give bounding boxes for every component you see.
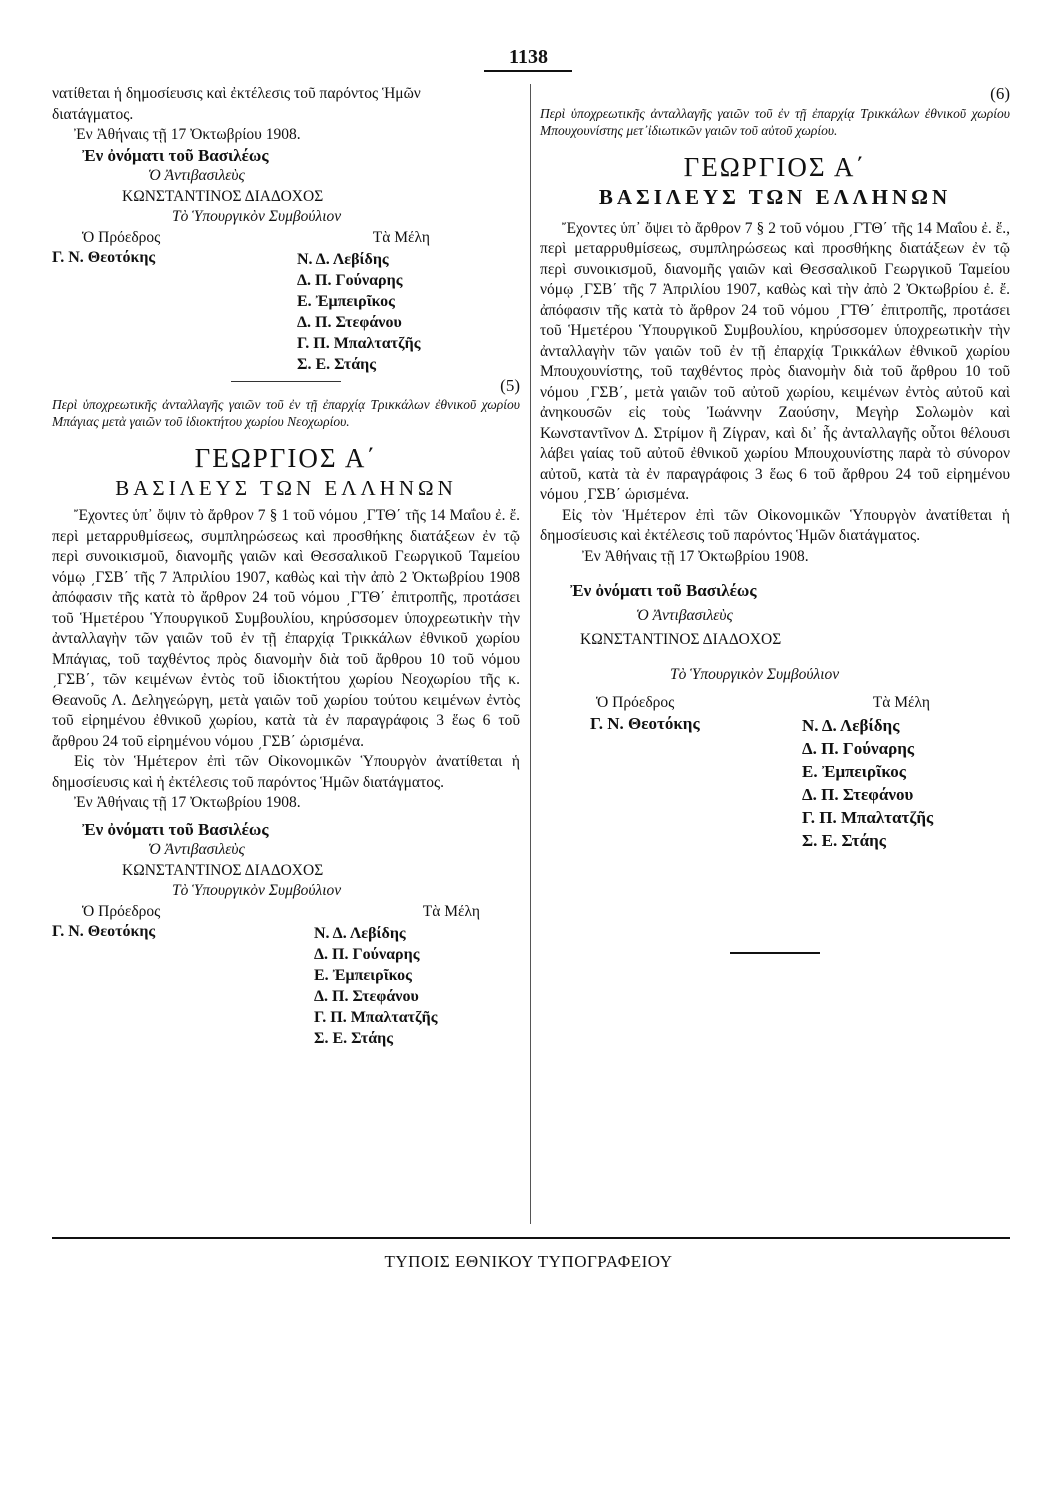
king-title: ΓΕΩΡΓΙΟΣ Α΄ — [194, 443, 378, 473]
king-subtitle: ΒΑΣΙΛΕΥΣ ΤΩΝ ΕΛΛΗΝΩΝ — [598, 184, 952, 209]
section-number: (5) — [500, 375, 520, 395]
king-title: ΓΕΩΡΓΙΟΣ Α΄ — [683, 151, 867, 182]
page-number: 1138 — [509, 46, 548, 68]
decree-body: Ἔχοντες ὑπ᾽ ὄψιν τὸ ἄρθρον 7 § 1 τοῦ νόμου ͵ΓΤΘ΄ τῆς 14 Μαΐου ἐ. ἔ. περὶ μεταρρυθμίσεως, συμπληρώσεως καὶ προσθήκης διατάξεων ἐν τῷ περὶ συνοικισμοῦ, διανομῆς γαιῶν καὶ Θεσσαλικοῦ Γεωργικοῦ Ταμείου νόμῳ ͵ΓΣΒ΄ τῆς 7 Ἀπριλίου 1907, καθὼς καὶ τὴν ἀπὸ 2 Ὀκτωβρίου 1908 ἀπόφασιν τῆς κατὰ τὸ ἄρθρον 24 τοῦ νόμου ͵ΓΤΘ΄ ἐπιτροπῆς, προτάσει τοῦ Ἡμετέρου Ὑπουργικοῦ Συμβουλίου, κηρύσσομεν ὑποχρεωτικὴν τὴν ἀνταλλαγὴν τῶν γαιῶν τοῦ ἐν τῇ ἐπαρχίᾳ Τρικκάλων ἐθνικοῦ χωρίου Μπάγιας, τοῦ ταχθέντος πρὸς διανομὴν διὰ τοῦ ἄρθρου 10 τοῦ νόμου ͵ΓΣΒ΄, τῶν κειμένων ἐντὸς τοῦ ἰδιοκτήτου χωρίου Νεοχωρίου τῆς κ. Θεανοῦς Λ. Δεληγεώργη, μετὰ γαιῶν τοῦ χωρίου τούτου κειμένων ἐντὸς τοῦ εἰρημένου ἐθνικοῦ χωρίου, κατὰ τὰ ἐν παραγράφοις 3 ἕως 6 τοῦ ἄρθρου 24 τοῦ εἰρημένου νόμου ͵ΓΣΒ΄ ὡρισμένα. — [52, 507, 520, 750]
regent-name: ΚΩΝΣΤΑΝΤΙΝΟΣ ΔΙΑΔΟΧΟΣ — [122, 861, 324, 879]
minister-name: Δ. Π. Στεφάνου — [297, 313, 402, 331]
members-label: Τὰ Μέλη — [872, 694, 930, 711]
minister-name: Γ. Π. Μπαλτατζῆς — [802, 808, 934, 827]
minister-name: Γ. Π. Μπαλτατζῆς — [297, 334, 421, 352]
president-name: Γ. Ν. Θεοτόκης — [52, 923, 156, 940]
president-name: Γ. Ν. Θεοτόκης — [52, 249, 156, 266]
president-label: Ὁ Πρόεδρος — [82, 228, 161, 246]
ministers-list — [314, 923, 520, 1049]
end-rule — [730, 952, 820, 954]
council-label: Τὸ Ὑπουργικὸν Συμβούλιον — [172, 208, 342, 225]
decree-body: Ἔχοντες ὑπ᾽ ὄψει τὸ ἄρθρον 7 § 2 τοῦ νόμου ͵ΓΤΘ΄ τῆς 14 Μαΐου ἐ. ἔ., περὶ μεταρρυθμίσεως, συμπληρώσεως καὶ προσθήκης διατάξεων ἐν τῷ περὶ συνοικισμοῦ, διανομῆς γαιῶν καὶ Θεσσαλικοῦ Γεωργικοῦ Ταμείου νόμῳ ͵ΓΣΒ΄ τῆς 7 Ἀπριλίου 1907, καθὼς καὶ τὴν ἀπὸ 2 Ὀκτωβρίου ἐ. ἔ. ἀπόφασιν τῆς κατὰ τὸ ἄρθρον 24 τοῦ νόμου ͵ΓΤΘ΄ ἐπιτροπῆς, προτάσει τοῦ Ἡμετέρου Ὑπουργικοῦ Συμβουλίου, κηρύσσομεν ὑποχρεωτικὴν τὴν ἀνταλλαγὴν τῶν γαιῶν τοῦ ἐν τῇ ἐπαρχίᾳ Τρικκάλων ἐθνικοῦ χωρίου Μπουχουνίστης, τοῦ ταχθέντος πρὸς διανομὴν διὰ τοῦ ἄρθρου 10 τοῦ νόμου ͵ΓΣΒ΄, μετὰ γαιῶν τοῦ αὐτοῦ χωρίου, κειμένων ἐντὸς αὐτοῦ καὶ ἀνηκουσῶν εἰς τοὺς Ἰωάννην Ζαούσην, Μεγὴρ Σολωμὸν καὶ Κωνσταντῖνον Δ. Στρίμον ἢ Ζίγραν, καὶ δι᾽ ἧς ἀνταλλαγῆς οὗτοι θέλουσι λάβει γαίας τοῦ αὐτοῦ ἐθνικοῦ χωρίου Μπουχουνίστης παρὰ τὸ σύνορον αὐτοῦ, κατὰ τὰ ἐν παραγράφοις 3 ἕως 6 τοῦ ἄρθρου 24 τοῦ εἰρημένου νόμου ͵ΓΣΒ΄ ὡρισμένα. — [540, 219, 1010, 503]
regent-name: ΚΩΝΣΤΑΝΤΙΝΟΣ ΔΙΑΔΟΧΟΣ — [122, 187, 324, 205]
minister-name: Ν. Δ. Λεβίδης — [297, 250, 389, 268]
minister-name: Δ. Π. Γούναρης — [297, 271, 403, 289]
intro-line: διατάγματος. — [52, 105, 134, 123]
footer-rule — [52, 1237, 1010, 1239]
minister-name: Σ. Ε. Στάης — [314, 1029, 393, 1047]
ministers-list — [802, 714, 1010, 852]
signature-labels — [596, 693, 930, 714]
section-number: (6) — [990, 84, 1010, 103]
regent-label: Ὁ Ἀντιβασιλεὺς — [148, 841, 245, 858]
president-label: Ὁ Πρόεδρος — [596, 694, 675, 711]
minister-name: Δ. Π. Στεφάνου — [802, 785, 914, 804]
minister-name: Σ. Ε. Στάης — [297, 355, 376, 373]
minister-name: Ε. Ἐμπειρῖκος — [297, 292, 395, 310]
king-name-line: Ἐν ὀνόματι τοῦ Βασιλέως — [82, 819, 269, 839]
minister-name: Ε. Ἐμπειρῖκος — [314, 966, 412, 984]
council-label: Τὸ Ὑπουργικὸν Συμβούλιον — [172, 882, 342, 899]
decree-date: Ἐν Ἀθήναις τῇ 17 Ὀκτωβρίου 1908. — [582, 547, 809, 565]
minister-name: Ν. Δ. Λεβίδης — [314, 924, 406, 942]
minister-name: Δ. Π. Γούναρης — [802, 739, 915, 758]
president-label: Ὁ Πρόεδρος — [82, 902, 161, 920]
right-column — [540, 84, 1010, 964]
regent-label: Ὁ Ἀντιβασιλεὺς — [636, 606, 733, 624]
minister-name: Δ. Π. Γούναρης — [314, 945, 420, 963]
council-label: Τὸ Ὑπουργικὸν Συμβούλιον — [670, 665, 840, 683]
signature-labels — [82, 228, 430, 249]
king-subtitle: ΒΑΣΙΛΕΥΣ ΤΩΝ ΕΛΛΗΝΩΝ — [115, 476, 457, 500]
regent-name: ΚΩΝΣΤΑΝΤΙΝΟΣ ΔΙΑΔΟΧΟΣ — [580, 631, 782, 648]
column-divider — [530, 84, 531, 1224]
regent-label: Ὁ Ἀντιβασιλεὺς — [148, 167, 245, 184]
king-name-line: Ἐν ὀνόματι τοῦ Βασιλέως — [82, 145, 269, 165]
minister-name: Ε. Ἐμπειρῖκος — [802, 762, 906, 781]
members-label: Τὰ Μέλη — [422, 902, 480, 920]
decree-subject: Περὶ ὑποχρεωτικῆς ἀνταλλαγῆς γαιῶν τοῦ ἐν τῇ ἐπαρχίᾳ Τρικκάλων ἐθνικοῦ χωρίου Μπουχουνίστης μετ᾽ἰδιωτικῶν γαιῶν τοῦ αὐτοῦ χωρίου. — [540, 105, 1010, 138]
minister-name: Ν. Δ. Λεβίδης — [802, 716, 900, 735]
intro-line: νατίθεται ἡ δημοσίευσις καὶ ἐκτέλεσις τοῦ παρόντος Ἡμῶν — [52, 85, 421, 102]
minister-name: Σ. Ε. Στάης — [802, 831, 886, 850]
decree-subject: Περὶ ὑποχρεωτικῆς ἀνταλλαγῆς γαιῶν τοῦ ἐν τῇ ἐπαρχίᾳ Τρικκάλων ἐθνικοῦ χωρίου Μπάγιας μετὰ γαιῶν τοῦ ἰδιοκτήτου χωρίου Νεοχωρίου. — [52, 397, 520, 429]
decree-date: Ἐν Ἀθήναις τῇ 17 Ὀκτωβρίου 1908. — [74, 126, 301, 143]
king-name-line: Ἐν ὀνόματι τοῦ Βασιλέως — [570, 581, 757, 600]
minister-name: Δ. Π. Στεφάνου — [314, 987, 419, 1005]
ministers-list — [297, 249, 520, 375]
president-name: Γ. Ν. Θεοτόκης — [590, 713, 700, 733]
page-number-rule — [484, 70, 572, 72]
decree-body-execution: Εἰς τὸν Ἡμέτερον ἐπὶ τῶν Οἰκονομικῶν Ὑπουργὸν ἀνατίθεται ἡ δημοσίευσις καὶ ἐκτέλεσις τοῦ παρόντος Ἡμῶν διατάγματος. — [540, 506, 1010, 544]
left-column — [52, 84, 520, 1049]
decree-date: Ἐν Ἀθήναις τῇ 17 Ὀκτωβρίου 1908. — [74, 794, 301, 811]
members-label: Τὰ Μέλη — [372, 228, 430, 246]
minister-name: Γ. Π. Μπαλτατζῆς — [314, 1008, 438, 1026]
decree-body-execution: Εἰς τὸν Ἡμέτερον ἐπὶ τῶν Οἰκονομικῶν Ὑπουργὸν ἀνατίθεται ἡ δημοσίευσις καὶ ἡ ἐκτέλεσις τοῦ παρόντος Ἡμῶν διατάγματος. — [52, 753, 520, 791]
printer-imprint: ΤΥΠΟΙΣ ΕΘΝΙΚΟΥ ΤΥΠΟΓΡΑΦΕΙΟΥ — [384, 1252, 673, 1271]
signature-labels — [82, 902, 480, 923]
